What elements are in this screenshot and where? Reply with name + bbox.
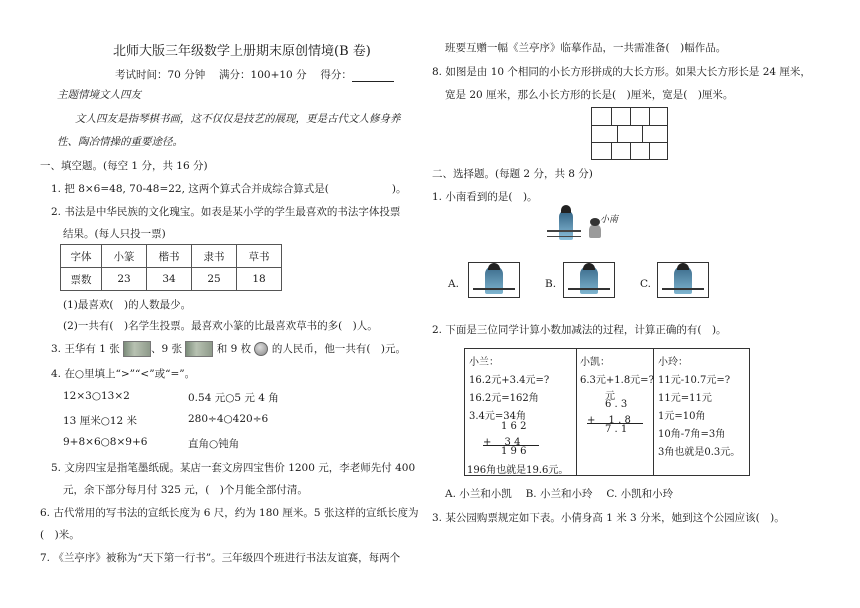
coin-icon bbox=[254, 342, 268, 356]
table-cell: 票数 bbox=[61, 268, 102, 291]
vertical-calc: 1 6 2 bbox=[501, 421, 527, 432]
calc-conclusion: 196角也就是19.6元。 bbox=[467, 465, 569, 476]
calc-line: 11元-10.7元=? bbox=[658, 375, 731, 386]
question-2-line-1: 2. 书法是中华民族的文化瑰宝。如表是某小学的学生最喜欢的书法字体投票 bbox=[51, 206, 401, 218]
table-cell: 隶书 bbox=[192, 245, 237, 268]
calc-line: 1元=10角 bbox=[658, 411, 706, 422]
exam-info bbox=[115, 67, 394, 82]
theme-line-1: 文人四友是指琴棋书画，这不仅仅是技艺的展现，更是古代文人修身养 bbox=[75, 113, 401, 125]
section-multiple-choice: 二、选择题。(每题 2 分，共 8 分) bbox=[432, 168, 593, 180]
compare-item: 13 厘米○12 米 bbox=[63, 415, 138, 427]
vertical-calc: 1 9 6 bbox=[501, 446, 527, 457]
table-cell: 小篆 bbox=[102, 245, 147, 268]
vertical-calc: + 1 . 8 bbox=[587, 415, 631, 426]
compare-item: 0.54 元○5 元 4 角 bbox=[188, 392, 279, 404]
exam-info-text: 考试时间：70 分钟 满分：100+10 分 得分： bbox=[115, 69, 352, 81]
choice-2-options: A. 小兰和小凯 B. 小兰和小玲 C. 小凯和小玲 bbox=[445, 488, 674, 500]
student-name: 小玲： bbox=[658, 357, 688, 368]
section-fill-blank: 一、填空题。(每空 1 分，共 16 分) bbox=[40, 160, 208, 172]
question-8-line-2: 宽是 20 厘米，那么小长方形的长是( )厘米，宽是( )厘米。 bbox=[445, 89, 734, 101]
scene-illustration bbox=[545, 204, 620, 248]
choice-2: 2. 下面是三位同学计算小数加减法的过程，计算正确的有( )。 bbox=[432, 324, 727, 336]
question-3-part-b: 、9 张 bbox=[151, 343, 183, 355]
vertical-calc: + 3 4 bbox=[483, 437, 521, 448]
question-2-line-2: 结果。(每人只投一票) bbox=[63, 228, 166, 240]
table-cell: 字体 bbox=[61, 245, 102, 268]
question-4: 4. 在○里填上“>”“<”或“=”。 bbox=[51, 368, 196, 380]
calc-line: 3.4元=34角 bbox=[469, 411, 527, 422]
question-7-line-1: 7. 《兰亭序》被称为“天下第一行书”。三年级四个班进行书法友谊赛，每两个 bbox=[40, 552, 401, 564]
compare-item: 280÷4○420÷6 bbox=[188, 413, 269, 425]
calc-line: 16.2元=162角 bbox=[469, 393, 539, 404]
question-3 bbox=[51, 341, 406, 357]
calculation-box bbox=[464, 348, 750, 476]
question-3-part-c: 和 9 枚 bbox=[216, 343, 252, 355]
table-cell: 34 bbox=[147, 268, 192, 291]
table-row bbox=[61, 268, 282, 291]
calc-line: 16.2元+3.4元=? bbox=[469, 375, 550, 386]
theme-line-2: 性、陶冶情操的重要途径。 bbox=[57, 136, 183, 148]
question-2-sub-2: (2)一共有( )名学生投票。最喜欢小篆的比最喜欢草书的多( )人。 bbox=[63, 320, 378, 332]
student-name: 小兰： bbox=[469, 357, 499, 368]
page-title: 北师大版三年级数学上册期末原创情境(B 卷) bbox=[113, 44, 371, 59]
calc-line: 11元=11元 bbox=[658, 393, 712, 404]
banknote-icon bbox=[185, 341, 213, 357]
question-6-line-1: 6. 古代常用的写书法的宣纸长度为 6 尺，约为 180 厘米。5 张这样的宣纸长度为 bbox=[40, 507, 419, 519]
option-c-image[interactable] bbox=[657, 262, 709, 298]
compare-item: 12×3○13×2 bbox=[63, 390, 130, 402]
question-5-line-1: 5. 文房四宝是指笔墨纸砚。某店一套文房四宝售价 1200 元，李老师先付 400 bbox=[51, 462, 416, 474]
table-cell: 23 bbox=[102, 268, 147, 291]
calc-line: 10角-7角=3角 bbox=[658, 429, 726, 440]
banknote-icon bbox=[123, 341, 151, 357]
question-8-line-1: 8. 如图是由 10 个相同的小长方形拼成的大长方形。如果大长方形长是 24 厘米， bbox=[432, 66, 811, 78]
compare-item: 9+8×6○8×9+6 bbox=[63, 436, 148, 448]
choice-3: 3. 某公园购票规定如下表。小倩身高 1 米 3 分米，她到这个公园应该( )。 bbox=[432, 512, 785, 524]
compare-item: 直角○钝角 bbox=[188, 438, 240, 450]
calc-unit: 元 bbox=[605, 391, 615, 402]
question-6-line-2: ( )米。 bbox=[40, 529, 80, 541]
question-5-line-2: 元，余下部分每月付 325 元，( )个月能全部付清。 bbox=[63, 484, 308, 496]
rectangle-grid-figure bbox=[591, 107, 668, 160]
question-1: 1. 把 8×6=48, 70-48=22, 这两个算式合并成综合算式是( )。 bbox=[51, 183, 407, 195]
table-cell: 草书 bbox=[237, 245, 282, 268]
question-3-part-a: 3. 王华有 1 张 bbox=[51, 343, 120, 355]
question-3-part-d: 的人民币，他一共有( )元。 bbox=[271, 343, 407, 355]
vertical-calc: 6 . 3 bbox=[605, 399, 628, 410]
choice-1: 1. 小南看到的是( )。 bbox=[432, 191, 538, 203]
vertical-calc: 7 . 1 bbox=[605, 424, 628, 435]
table-cell: 25 bbox=[192, 268, 237, 291]
score-blank[interactable] bbox=[352, 71, 394, 82]
table-row bbox=[61, 245, 282, 268]
option-c-label: C. bbox=[640, 278, 651, 290]
table-cell: 楷书 bbox=[147, 245, 192, 268]
option-a-label: A. bbox=[448, 278, 459, 290]
vote-table bbox=[60, 244, 282, 291]
question-7-line-2: 班要互赠一幅《兰亭序》临摹作品，一共需准备( )幅作品。 bbox=[445, 42, 727, 54]
calc-line: 6.3元+1.8元=? bbox=[580, 375, 654, 386]
option-b-label: B. bbox=[545, 278, 557, 290]
option-a-image[interactable] bbox=[468, 262, 520, 298]
option-b-image[interactable] bbox=[563, 262, 615, 298]
student-name: 小凯： bbox=[580, 357, 610, 368]
question-2-sub-1: (1)最喜欢( )的人数最少。 bbox=[63, 299, 192, 311]
table-cell: 18 bbox=[237, 268, 282, 291]
scene-label: 小南 bbox=[600, 215, 619, 225]
theme-title: 主题情境文人四友 bbox=[57, 89, 141, 101]
calc-line: 3角也就是0.3元。 bbox=[658, 447, 741, 458]
